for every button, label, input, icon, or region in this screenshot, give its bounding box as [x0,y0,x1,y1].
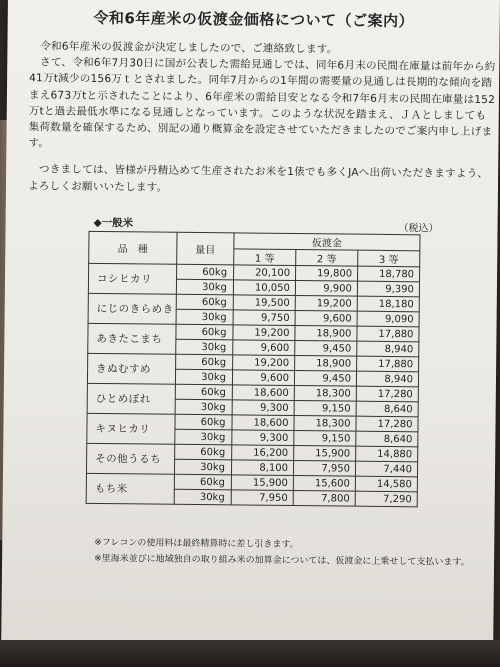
unit-cell: 60kg [175,414,232,430]
price-cell: 8,640 [356,401,418,417]
header-grade-3: 3 等 [358,250,420,267]
unit-cell: 30kg [176,309,233,325]
price-cell: 17,880 [357,326,419,342]
price-cell: 10,050 [233,280,295,296]
variety-cell: ひとめぼれ [87,383,175,414]
price-cell: 9,600 [232,370,294,386]
price-cell: 19,200 [233,325,295,341]
price-cell: 9,150 [294,431,356,447]
price-cell: 7,440 [355,461,417,477]
unit-cell: 30kg [175,429,232,445]
header-grade-1: 1 等 [234,249,296,266]
price-cell: 18,780 [358,266,420,282]
price-cell: 8,640 [356,431,418,447]
section-heading: ◆一般米 [93,216,134,230]
price-cell: 7,950 [231,490,293,506]
unit-cell: 30kg [174,459,231,475]
price-cell: 8,100 [231,460,293,476]
unit-cell: 30kg [176,279,233,295]
variety-cell: その他うるち [86,443,174,474]
table-row [88,353,419,371]
unit-cell: 60kg [176,324,233,340]
price-cell: 19,800 [296,266,358,282]
price-table [86,231,421,507]
price-table-body [86,263,419,506]
unit-cell: 30kg [175,399,232,415]
price-cell: 8,940 [356,371,418,387]
variety-cell: もち米 [86,473,174,504]
price-cell: 15,900 [231,475,293,491]
footnote: ※フレコンの使用料は最終精算時に差し引きます。 [94,537,299,551]
price-cell: 19,500 [233,295,295,311]
variety-cell: キヌヒカリ [87,413,175,444]
table-row [88,293,419,311]
price-cell: 9,090 [357,311,419,327]
header-price: 仮渡金 [234,233,420,251]
header-unit: 量目 [177,232,234,265]
price-cell: 16,200 [232,445,294,461]
unit-cell: 60kg [175,384,232,400]
unit-cell: 60kg [176,354,233,370]
tax-note: （税込） [398,223,439,235]
table-row [88,323,419,341]
price-cell: 9,900 [295,281,357,297]
price-cell: 9,300 [232,430,294,446]
unit-cell: 30kg [176,339,233,355]
paragraph-closing: つきましては、皆様が丹精込めて生産されたお米を1俵でも多くJAへ出荷いただきますよう、よろしくお願いいたします。 [27,163,489,194]
price-cell: 18,300 [294,386,356,402]
variety-cell: あきたこまち [88,323,176,354]
unit-cell: 30kg [174,489,231,505]
table-row [86,473,417,491]
variety-cell: きぬむすめ [87,353,175,384]
table-row [89,263,420,281]
document-sheet [1,0,500,647]
paragraph-main: さて、令和6年7月30日に国が公表した需給見通しでは、同年6月末の民間在庫量は前年から約41万t減少の156万ｔとされました。同年7月からの1年間の需要量の見通しは長期的な傾向を踏まえ673万tと示されたことにより、6年産米の需給目安となる令和7年6月末の民間在庫量は152万tと過去最低水準になる見通しとなっています。このような状況を踏まえ、ＪＡとしましても集荷数量を確保するため、別記の通り概算金を設定させていただきましたのでご案内申し上げます。 [28,56,496,150]
price-cell: 17,280 [356,416,418,432]
background-floor [0,640,500,667]
table-row [87,443,418,461]
table-header-row [89,231,420,250]
price-cell: 9,750 [233,310,295,326]
footnotes [94,535,470,571]
unit-cell: 30kg [175,369,232,385]
price-cell: 9,450 [294,371,356,387]
price-cell: 17,880 [357,356,419,372]
price-cell: 8,940 [357,341,419,357]
price-cell: 20,100 [234,265,296,281]
document-title: 令和6年産米の仮渡金価格について（ご案内） [93,8,415,31]
price-cell: 9,300 [232,400,294,416]
price-cell: 9,390 [357,281,419,297]
price-cell: 19,200 [233,355,295,371]
price-cell: 18,180 [357,296,419,312]
price-cell: 7,290 [355,491,417,507]
price-cell: 17,280 [356,386,418,402]
unit-cell: 60kg [174,474,231,490]
price-cell: 15,600 [293,476,355,492]
price-cell: 9,150 [294,401,356,417]
price-cell: 18,900 [295,326,357,342]
unit-cell: 60kg [176,294,233,310]
price-cell: 18,600 [232,385,294,401]
footnote: ※里海米並びに地域独自の取り組み米の加算金については、仮渡金に上乗せして支払います。 [94,553,470,568]
variety-cell: コシヒカリ [88,263,176,294]
paragraph-intro: 令和6年産米の仮渡金が決定しましたので、ご連絡致します。 [40,40,338,56]
price-cell: 7,800 [293,491,355,507]
unit-cell: 60kg [177,264,234,280]
price-cell: 15,900 [294,446,356,462]
price-cell: 7,950 [293,461,355,477]
price-cell: 9,450 [295,341,357,357]
variety-cell: にじのきらめき [88,293,176,324]
table-row [87,383,418,401]
price-cell: 18,900 [295,356,357,372]
price-cell: 9,600 [295,311,357,327]
price-cell: 14,880 [356,446,418,462]
price-cell: 18,600 [232,415,294,431]
unit-cell: 60kg [175,444,232,460]
header-variety: 品 種 [89,231,177,264]
header-grade-2: 2 等 [296,250,358,267]
price-cell: 19,200 [295,296,357,312]
price-cell: 18,300 [294,416,356,432]
table-row [87,413,418,431]
document-body [28,38,498,199]
price-cell: 9,600 [233,340,295,356]
price-cell: 14,580 [355,476,417,492]
